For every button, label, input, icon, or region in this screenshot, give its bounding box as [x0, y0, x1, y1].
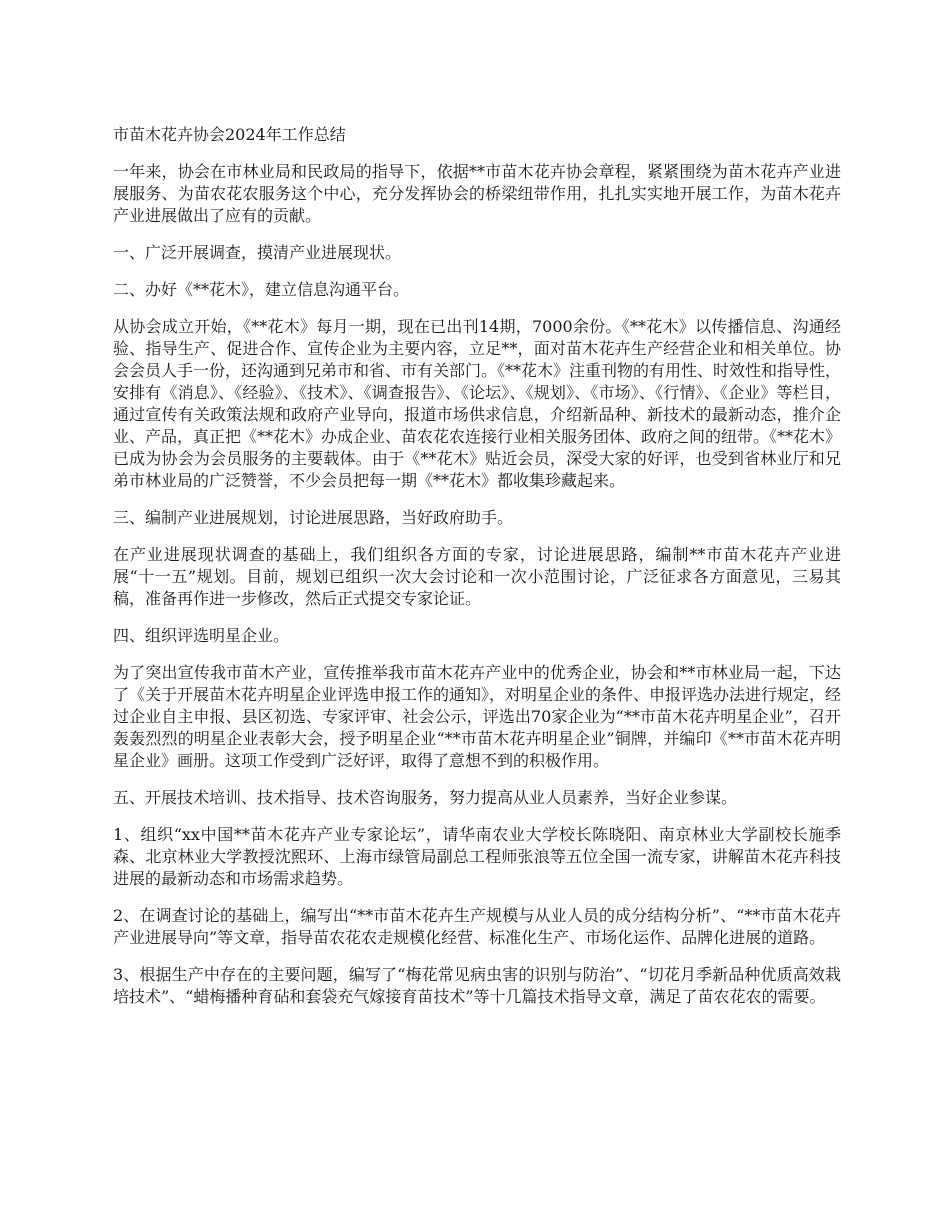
section-heading-5: 五、开展技术培训、技术指导、技术咨询服务，努力提高从业人员素养，当好企业参谋。	[113, 788, 738, 807]
document-page	[113, 124, 841, 1023]
list-item-3: 3、根据生产中存在的主要问题，编写了“梅花常见病虫害的识别与防治”、“切花月季新品种优质高效栽培技术”、“蜡梅播种育砧和套袋充气嫁接育苗技术”等十几篇技术指导文章，满足了苗农花农的需要。	[113, 965, 841, 1006]
paragraph-section-2-body: 从协会成立开始，《**花木》每月一期，现在已出刊14期，7000余份。《**花木》以传播信息、沟通经验、指导生产、促进合作、宣传企业为主要内容，立足**，面对苗木花卉生产经营企业和相关单位。协会会员人手一份，还沟通到兄弟市和省、市有关部门。《**花木》注重刊物的有用性、时效性和指导性，安排有《消息》、《经验》、《技术》、《调查报告》、《论坛》、《规划》、《市场》、《行情》、《企业》等栏目，通过宣传有关政策法规和政府产业导向，报道市场供求信息，介绍新品种、新技术的最新动态，推介企业、产品，真正把《**花木》办成企业、苗农花农连接行业相关服务团体、政府之间的纽带。《**花木》已成为协会为会员服务的主要载体。由于《**花木》贴近会员，深受大家的好评，也受到省林业厅和兄弟市林业局的广泛赞誉，不少会员把每一期《**花木》都收集珍藏起来。	[113, 317, 842, 490]
section-heading-3: 三、编制产业进展规划，讨论进展思路，当好政府助手。	[113, 508, 514, 527]
list-item-2: 2、在调查讨论的基础上，编写出“**市苗木花卉生产规模与从业人员的成分结构分析”、“**市苗木花卉产业进展导向”等文章，指导苗农花农走规模化经营、标准化生产、市场化运作、品牌化进展的道路。	[113, 906, 841, 947]
paragraph-section-4-body: 为了突出宣传我市苗木产业，宣传推举我市苗木花卉产业中的优秀企业，协会和**市林业局一起，下达了《关于开展苗木花卉明星企业评选申报工作的通知》，对明星企业的条件、申报评选办法进行规定，经过企业自主申报、县区初选、专家评审、社会公示，评选出70家企业为“**市苗木花卉明星企业”，召开轰轰烈烈的明星企业表彰大会，授予明星企业“**市苗木花卉明星企业”铜牌，并编印《**市苗木花卉明星企业》画册。这项工作受到广泛好评，取得了意想不到的积极作用。	[113, 663, 842, 770]
document-title: 市苗木花卉协会2024年工作总结	[113, 125, 346, 144]
section-heading-2: 二、办好《**花木》，建立信息沟通平台。	[113, 280, 410, 299]
section-heading-1: 一、广泛开展调查，摸清产业进展现状。	[113, 243, 402, 262]
paragraph-intro: 一年来，协会在市林业局和民政局的指导下，依据**市苗木花卉协会章程，紧紧围绕为苗木花卉产业进展服务、为苗农花农服务这个中心，充分发挥协会的桥梁纽带作用，扎扎实实地开展工作，为苗木花卉产业进展做出了应有的贡献。	[113, 162, 841, 225]
list-item-1: 1、组织“xx中国**苗木花卉产业专家论坛”，请华南农业大学校长陈晓阳、南京林业大学副校长施季森、北京林业大学教授沈熙环、上海市绿管局副总工程师张浪等五位全国一流专家，讲解苗木花卉科技进展的最新动态和市场需求趋势。	[113, 825, 841, 888]
paragraph-section-3-body: 在产业进展现状调查的基础上，我们组织各方面的专家，讨论进展思路，编制**市苗木花卉产业进展“十一五”规划。目前，规划已组织一次大会讨论和一次小范围讨论，广泛征求各方面意见，三易其稿，准备再作进一步修改，然后正式提交专家论证。	[113, 545, 841, 608]
section-heading-4: 四、组织评选明星企业。	[113, 626, 290, 645]
